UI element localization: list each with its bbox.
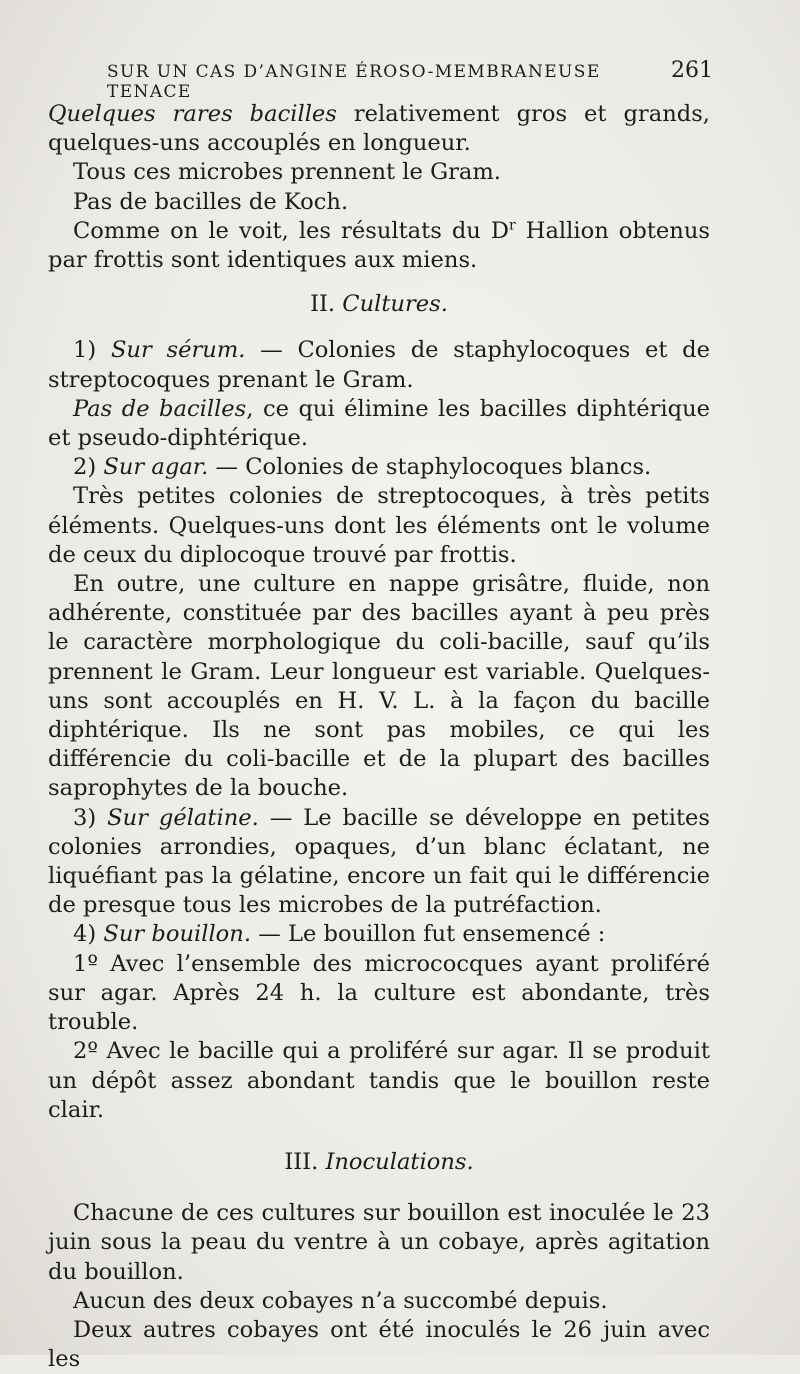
paragraph: 2) Sur agar. — Colonies de staphylocoques blancs. xyxy=(73,454,652,481)
paragraph: Aucun des deux cobayes n’a succombé depuis. xyxy=(73,1287,608,1314)
paragraph: Chacune de ces cultures sur bouillon est inoculée le 23 juin sous la peau du ventre à un cobaye, après agitation du bouillon. xyxy=(48,1200,710,1285)
paragraph: Comme on le voit, les résultats du $D^r$ Hallion obtenus par frottis sont identiques aux miens. xyxy=(48,217,710,274)
page-body xyxy=(48,100,710,1374)
paragraph: 4) Sur bouillon. — Le bouillon fut ensemencé : xyxy=(73,921,606,948)
section-heading: III. Inoculations. xyxy=(284,1148,474,1175)
section-heading: II. Cultures. xyxy=(310,291,448,318)
paragraph: 1) Sur sérum. — Colonies de staphylocoques et de streptocoques prenant le Gram. xyxy=(48,337,711,393)
running-title: SUR UN CAS D’ANGINE ÉROSO-MEMBRANEUSE TENACE xyxy=(107,62,601,102)
paragraph: 2º Avec le bacille qui a proliféré sur agar. Il se produit un dépôt assez abondant tandis que le bouillon reste clair. xyxy=(48,1038,710,1123)
paragraph: 3) Sur gélatine. — Le bacille se développe en petites colonies arrondies, opaques, d’un blanc éclatant, ne liquéfiant pas la gélatine, encore un fait qui le différencie de presque tous les microbes de la putréfaction. xyxy=(48,804,711,919)
paragraph: 1º Avec l’ensemble des micrococques ayant proliféré sur agar. Après 24 h. la culture est abondante, très trouble. xyxy=(48,950,710,1036)
paragraph: En outre, une culture en nappe grisâtre, fluide, non adhérente, constituée par des bacilles ayant à peu près le caractère morphologique du coli-bacille, sauf qu’ils prennent le Gram. Leur longueur est variable. Quelques-uns sont accouplés en H. V. L. à la façon du bacille diphtérique. Ils ne sont pas mobiles, ce qui les différencie du coli-bacille et de la plupart des bacilles saprophytes de la bouche. xyxy=(48,571,710,802)
running-header xyxy=(107,58,713,102)
paragraph: Pas de bacilles de Koch. xyxy=(73,188,349,215)
paragraph: Pas de bacilles, ce qui élimine les bacilles diphtérique et pseudo-diphtérique. xyxy=(48,395,710,452)
paragraph: Quelques rares bacilles relativement gros et grands, quelques-uns accouplés en longueur. xyxy=(48,101,710,157)
paragraph: Très petites colonies de streptocoques, à très petits éléments. Quelques-uns dont les éléments ont le volume de ceux du diplocoque trouvé par frottis. xyxy=(48,483,710,568)
paragraph: Tous ces microbes prennent le Gram. xyxy=(73,159,501,186)
paragraph: Deux autres cobayes ont été inoculés le 26 juin avec les xyxy=(48,1316,710,1373)
page-number: 261 xyxy=(671,58,713,83)
